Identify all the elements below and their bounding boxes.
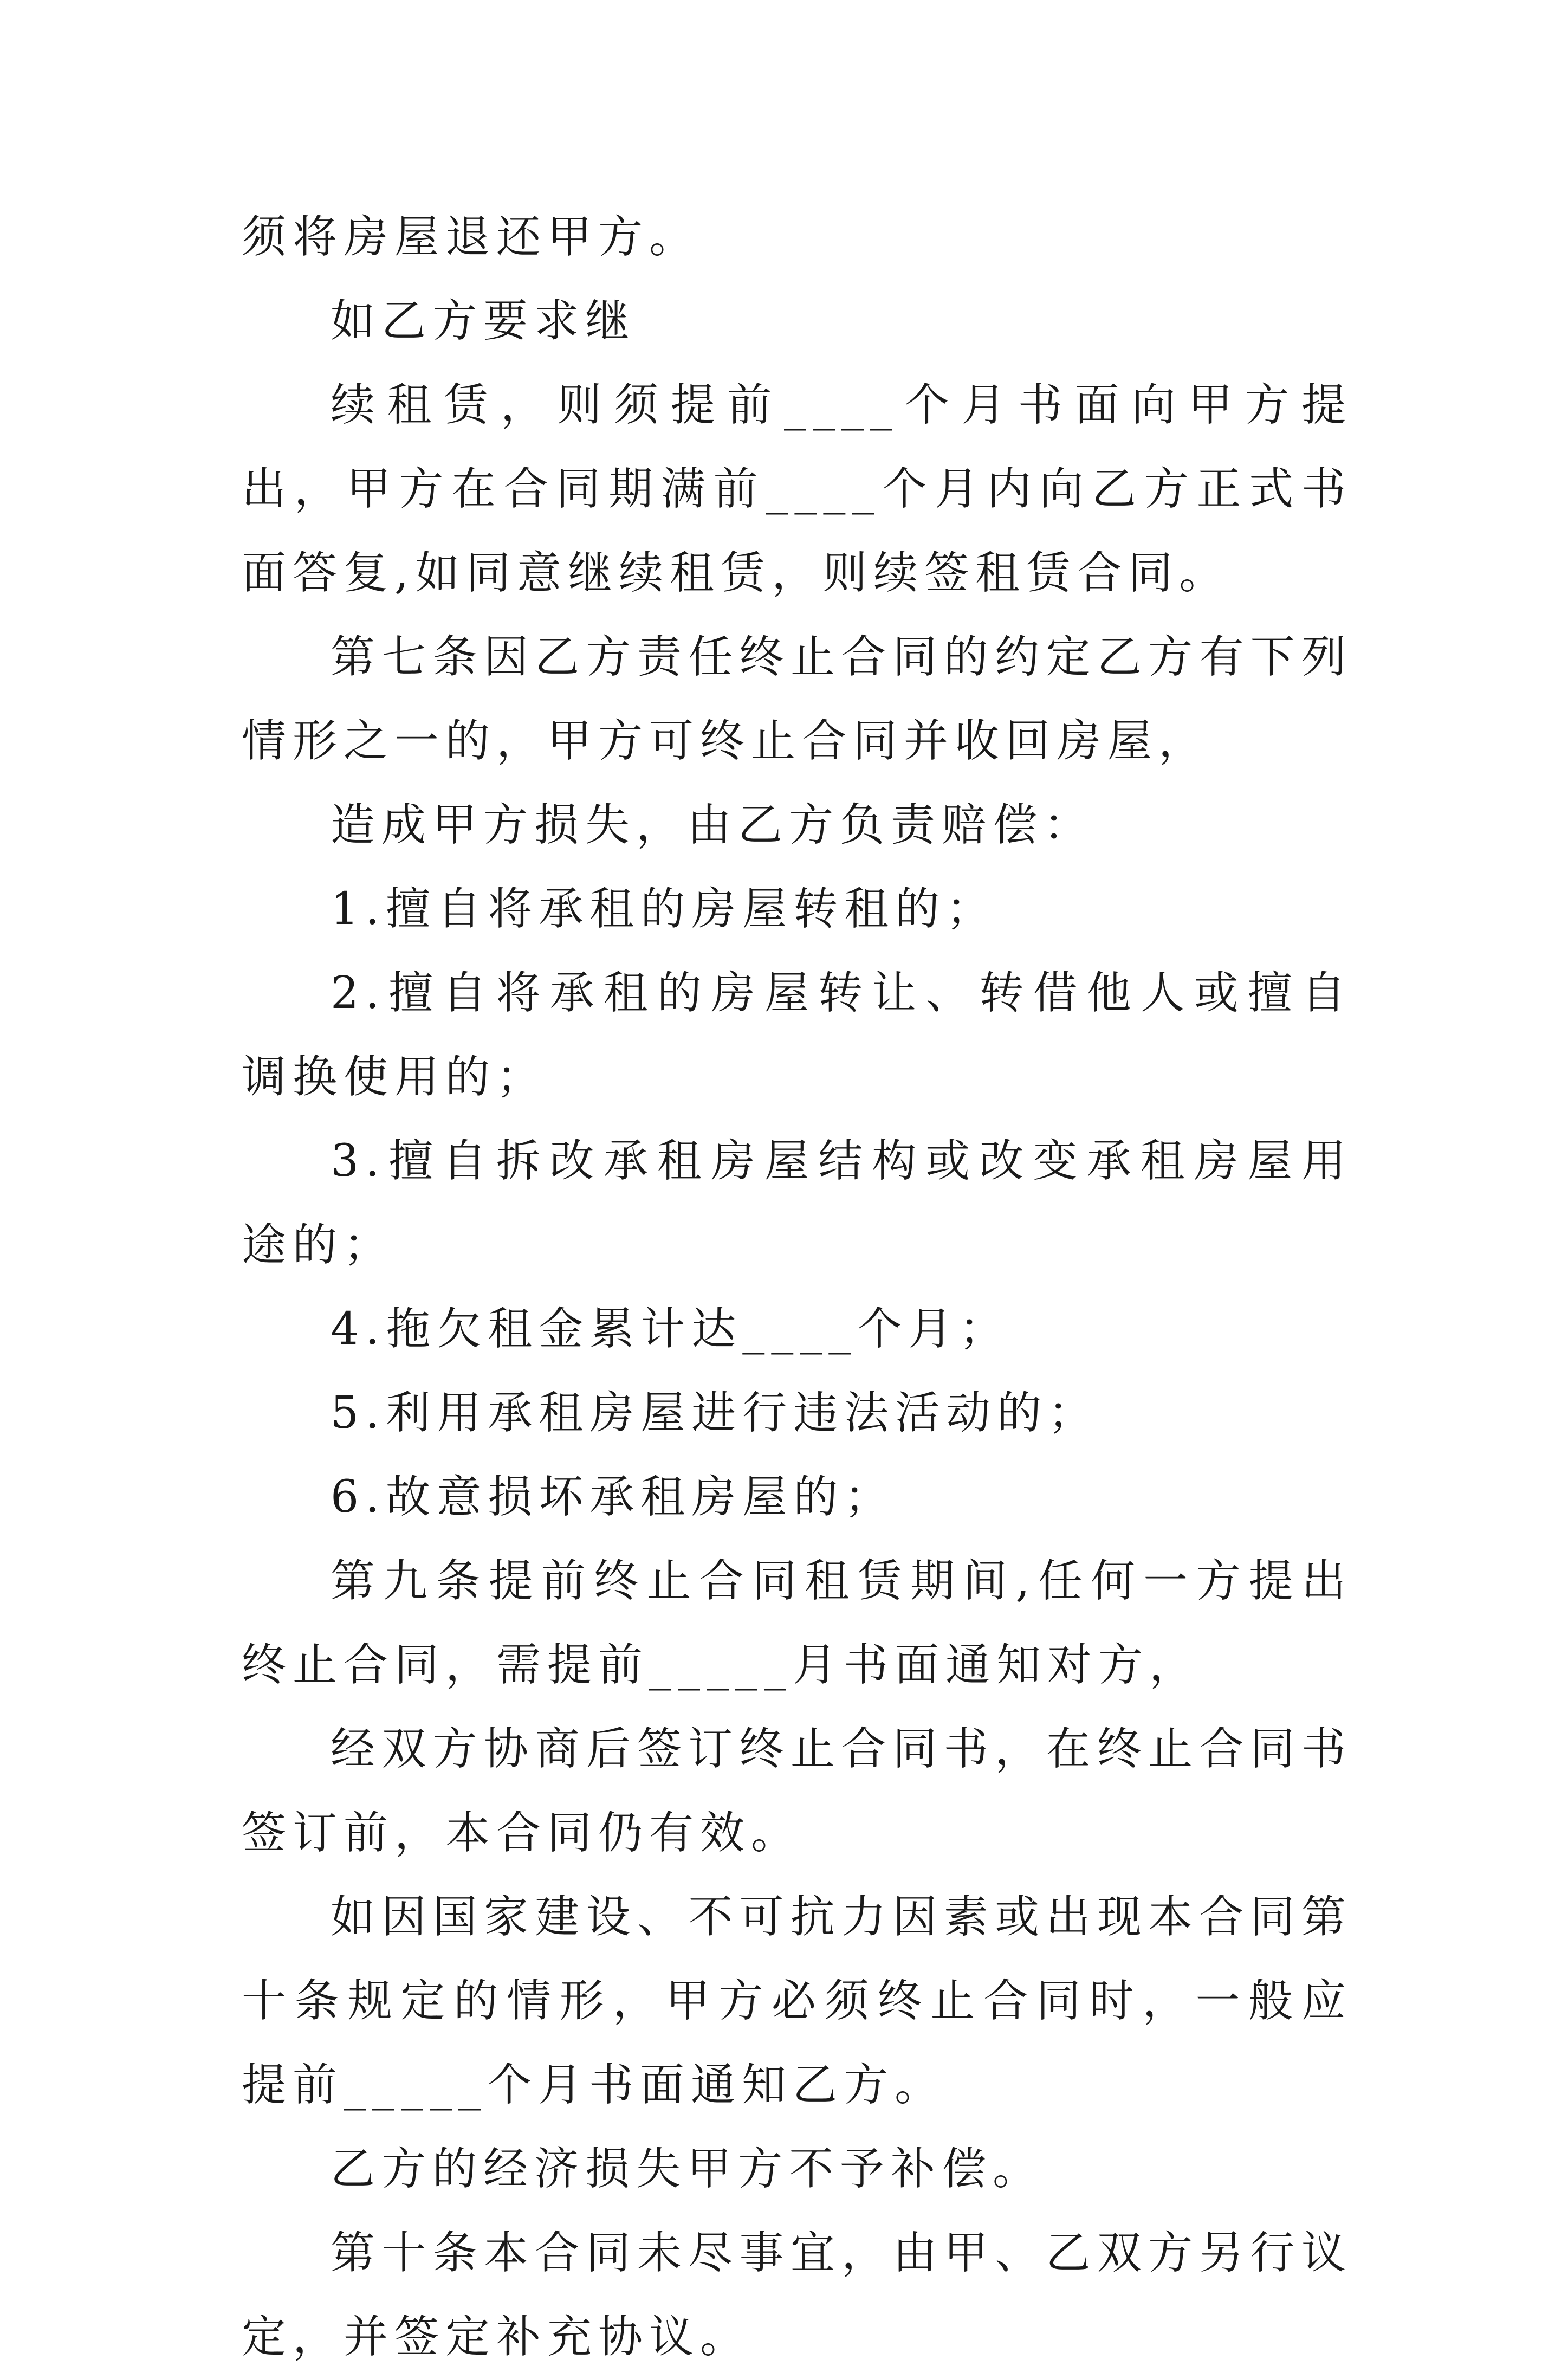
paragraph-4: 第七条因乙方责任终止合同的约定乙方有下列情形之一的，甲方可终止合同并收回房屋， xyxy=(242,631,1352,767)
list-item-4: 4.拖欠租金累计达____个月； xyxy=(331,1303,1010,1355)
paragraph-1: 须将房屋退还甲方。 xyxy=(242,211,701,263)
list-item-3: 3.擅自拆改承租房屋结构或改变承租房屋用途的； xyxy=(242,1135,1352,1271)
paragraph-article-9: 第九条提前终止合同租赁期间,任何一方提出终止合同，需提前_____月书面通知对方， xyxy=(242,1555,1352,1691)
document-body xyxy=(242,195,1352,2379)
paragraph-5: 造成甲方损失，由乙方负责赔偿： xyxy=(331,799,1095,851)
paragraph-7: 如因国家建设、不可抗力因素或出现本合同第十条规定的情形，甲方必须终止合同时，一般应提前_____个月书面通知乙方。 xyxy=(242,1891,1352,2111)
paragraph-article-10: 第十条本合同未尽事宜，由甲、乙双方另行议定，并签定补充协议。 xyxy=(242,2227,1352,2363)
paragraph-2: 如乙方要求继 xyxy=(331,295,637,347)
list-item-5: 5.利用承租房屋进行违法活动的； xyxy=(331,1387,1099,1439)
paragraph-6: 经双方协商后签订终止合同书，在终止合同书签订前，本合同仍有效。 xyxy=(242,1723,1352,1859)
list-item-2: 2.擅自将承租的房屋转让、转借他人或擅自调换使用的； xyxy=(242,967,1352,1103)
paragraph-3: 续租赁，则须提前____个月书面向甲方提出，甲方在合同期满前____个月内向乙方正式书面答复,如同意继续租赁，则续签租赁合同。 xyxy=(242,379,1352,599)
paragraph-8: 乙方的经济损失甲方不予补偿。 xyxy=(331,2143,1044,2195)
list-item-6: 6.故意损坏承租房屋的； xyxy=(331,1471,896,1523)
list-item-1: 1.擅自将承租的房屋转租的； xyxy=(331,883,997,935)
